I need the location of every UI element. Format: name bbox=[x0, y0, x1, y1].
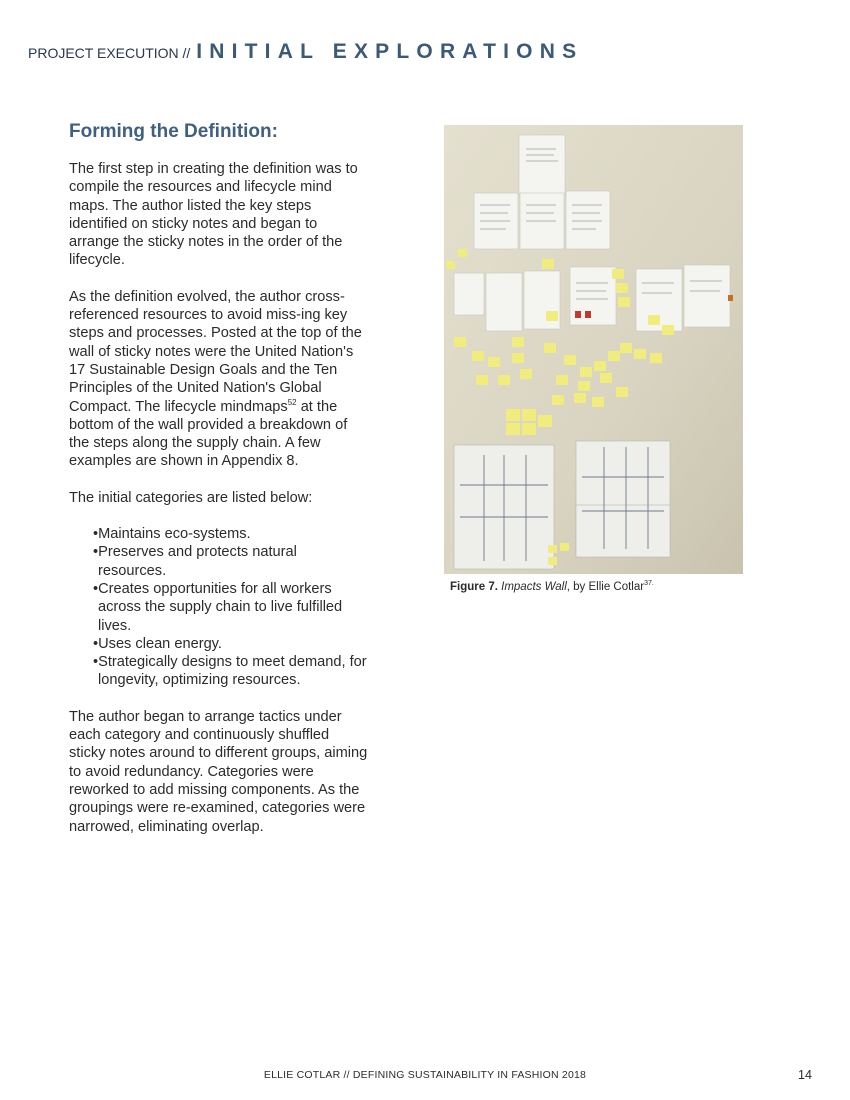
main-text-column bbox=[69, 119, 369, 854]
bullet: • bbox=[93, 544, 99, 561]
header-separator: // bbox=[178, 45, 195, 61]
header-title: INITIAL EXPLORATIONS bbox=[196, 40, 584, 63]
list-item bbox=[93, 653, 369, 690]
impacts-wall-photo bbox=[444, 125, 743, 574]
page-footer: ELLIE COTLAR // DEFINING SUSTAINABILITY IN FASHION 2018 bbox=[263, 1069, 587, 1081]
page-header bbox=[28, 40, 583, 64]
list-item-text: Preserves and protects natural resources. bbox=[98, 544, 297, 579]
figure-footnote-ref: 37. bbox=[644, 580, 654, 588]
header-section: PROJECT EXECUTION bbox=[28, 45, 179, 61]
paragraph-3: The initial categories are listed below: bbox=[69, 489, 313, 506]
figure-caption bbox=[450, 581, 654, 593]
list-item-text: Maintains eco-systems. bbox=[98, 526, 251, 543]
page-number: 14 bbox=[798, 1068, 812, 1082]
figure-label: Figure 7. bbox=[450, 581, 498, 593]
footnote-ref: 52 bbox=[287, 397, 297, 407]
paragraph-2-text-a: As the definition evolved, the author cross-referenced resources to avoid miss-ing key steps and processes. Posted at the top of the wall of sticky notes were the United Nation's 17 Sustainable Design Goals and the Ten Principles of the United Nation's Global Compact. The lifecycle mindmaps bbox=[69, 288, 362, 415]
bullet: • bbox=[93, 526, 99, 543]
list-item-text: Strategically designs to meet demand, for longevity, optimizing resources. bbox=[98, 654, 367, 689]
paragraph-4: The author began to arrange tactics under each category and continuously shuffled sticky notes around to different groups, aiming to avoid redundancy. Categories were reworked to add missing components. As the groupings were re-examined, categories were narrowed, eliminating overlap. bbox=[69, 708, 368, 835]
bullet: • bbox=[93, 635, 99, 652]
paragraph-1: The first step in creating the definition was to compile the resources and lifecycle mind maps. The author listed the key steps identified on sticky notes and began to arrange the sticky notes in the order of the lifecycle. bbox=[69, 161, 358, 269]
category-list bbox=[93, 525, 369, 690]
paragraph-2-text-b: at the bottom of the wall provided a breakdown of the steps along the supply chain. A few examples are shown in Appendix 8. bbox=[69, 398, 348, 470]
impacts-wall-illustration bbox=[444, 125, 743, 574]
bullet: • bbox=[93, 654, 99, 671]
bullet: • bbox=[93, 580, 99, 597]
list-item bbox=[93, 525, 369, 543]
list-item-text: Uses clean energy. bbox=[98, 635, 222, 652]
figure-title: Impacts Wall bbox=[501, 581, 567, 593]
paragraph-2 bbox=[69, 288, 369, 471]
list-item-text: Creates opportunities for all workers across the supply chain to live fulfilled lives. bbox=[98, 580, 343, 634]
section-heading: Forming the Definition: bbox=[69, 121, 278, 142]
list-item bbox=[93, 635, 369, 653]
list-item bbox=[93, 543, 369, 580]
list-item bbox=[93, 580, 369, 635]
figure-credit: , by Ellie Cotlar bbox=[566, 581, 645, 593]
